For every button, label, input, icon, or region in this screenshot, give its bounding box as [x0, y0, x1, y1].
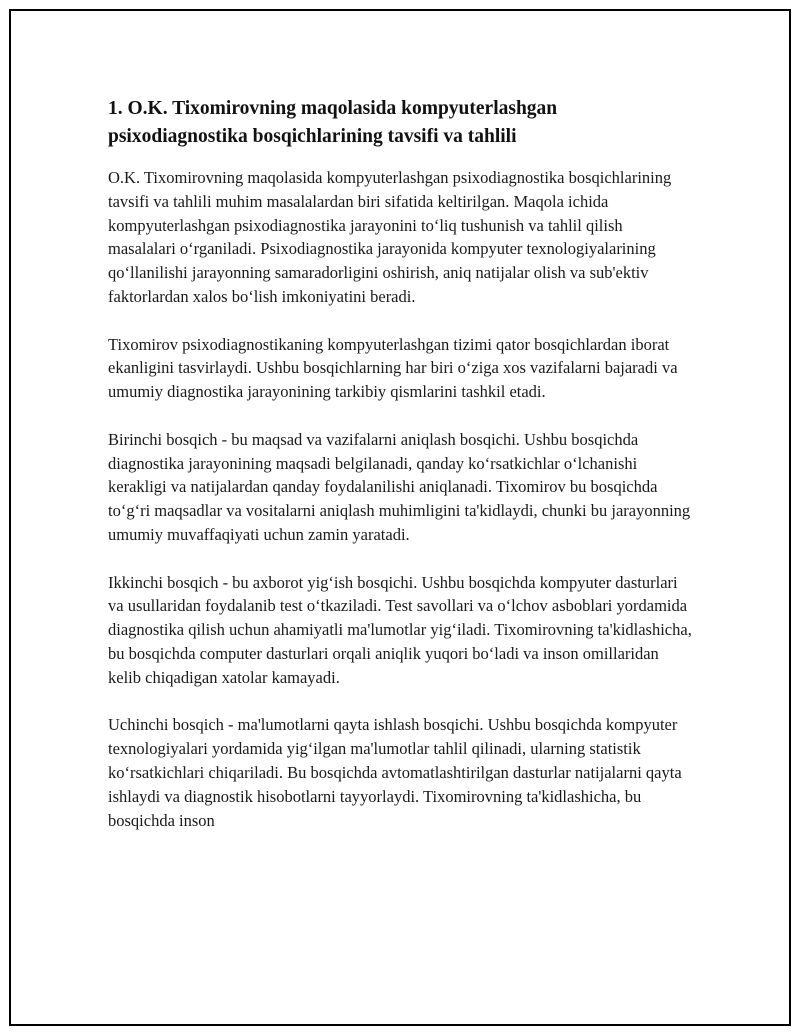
paragraph-intro: O.K. Tixomirovning maqolasida kompyuterlashgan psixodiagnostika bosqichlarining tavsifi va tahlili muhim masalalardan biri sifatida keltirilgan. Maqola ichida kompyuterlashgan psixodiagnostika jarayonini to‘liq tushunish va tahlil qilish masalalari o‘rganiladi. Psixodiagnostika jarayonida kompyuter texnologiyalarining qo‘llanilishi jarayonning samaradorligini oshirish, aniq natijalar olish va sub'ektiv faktorlardan xalos bo‘lish imkoniyatini beradi.	[108, 168, 672, 306]
paragraph-stage-one: Birinchi bosqich - bu maqsad va vazifalarni aniqlash bosqichi. Ushbu bosqichda diagnostika jarayonining maqsadi belgilanadi, qanday ko‘rsatkichlar o‘lchanishi kerakligi va natijalardan qanday foydalanilishi aniqlanadi. Tixomirov bu bosqichda to‘g‘ri maqsadlar va vositalarni aniqlash muhimligini ta'kidlaydi, chunki bu jarayonning umumiy muvaffaqiyati uchun zamin yaratadi.	[108, 429, 691, 544]
paragraph-stages-overview: Tixomirov psixodiagnostikaning kompyuterlashgan tizimi qator bosqichlardan iborat ekanligini tasvirlaydi. Ushbu bosqichlarning har biri o‘ziga xos vazifalarni bajaradi va umumiy diagnostika jarayonining tarkibiy qismlarini tashkil etadi.	[108, 334, 678, 402]
document-body	[108, 95, 693, 856]
paragraph-stage-two: Ikkinchi bosqich - bu axborot yig‘ish bosqichi. Ushbu bosqichda kompyuter dasturlari va usullaridan foydalanib test o‘tkaziladi. Test savollari va o‘lchov asboblari yordamida diagnostika qilish uchun ahamiyatli ma'lumotlar yig‘iladi. Tixomirovning ta'kidlashicha, bu bosqichda computer dasturlari orqali aniqlik yuqori bo‘ladi va inson omillaridan kelib chiqadigan xatolar kamayadi.	[108, 572, 692, 687]
paragraph-stage-three: Uchinchi bosqich - ma'lumotlarni qayta ishlash bosqichi. Ushbu bosqichda kompyuter texnologiyalari yordamida yig‘ilgan ma'lumotlar tahlil qilinadi, ularning statistik ko‘rsatkichlari chiqariladi. Bu bosqichda avtomatlashtirilgan dasturlar natijalarni qayta ishlaydi va diagnostik hisobotlarni tayyorlaydi. Tixomirovning ta'kidlashicha, bu bosqichda inson	[108, 715, 682, 830]
document-title: 1. O.K. Tixomirovning maqolasida kompyuterlashgan psixodiagnostika bosqichlarining tavsifi va tahlili	[108, 98, 558, 147]
